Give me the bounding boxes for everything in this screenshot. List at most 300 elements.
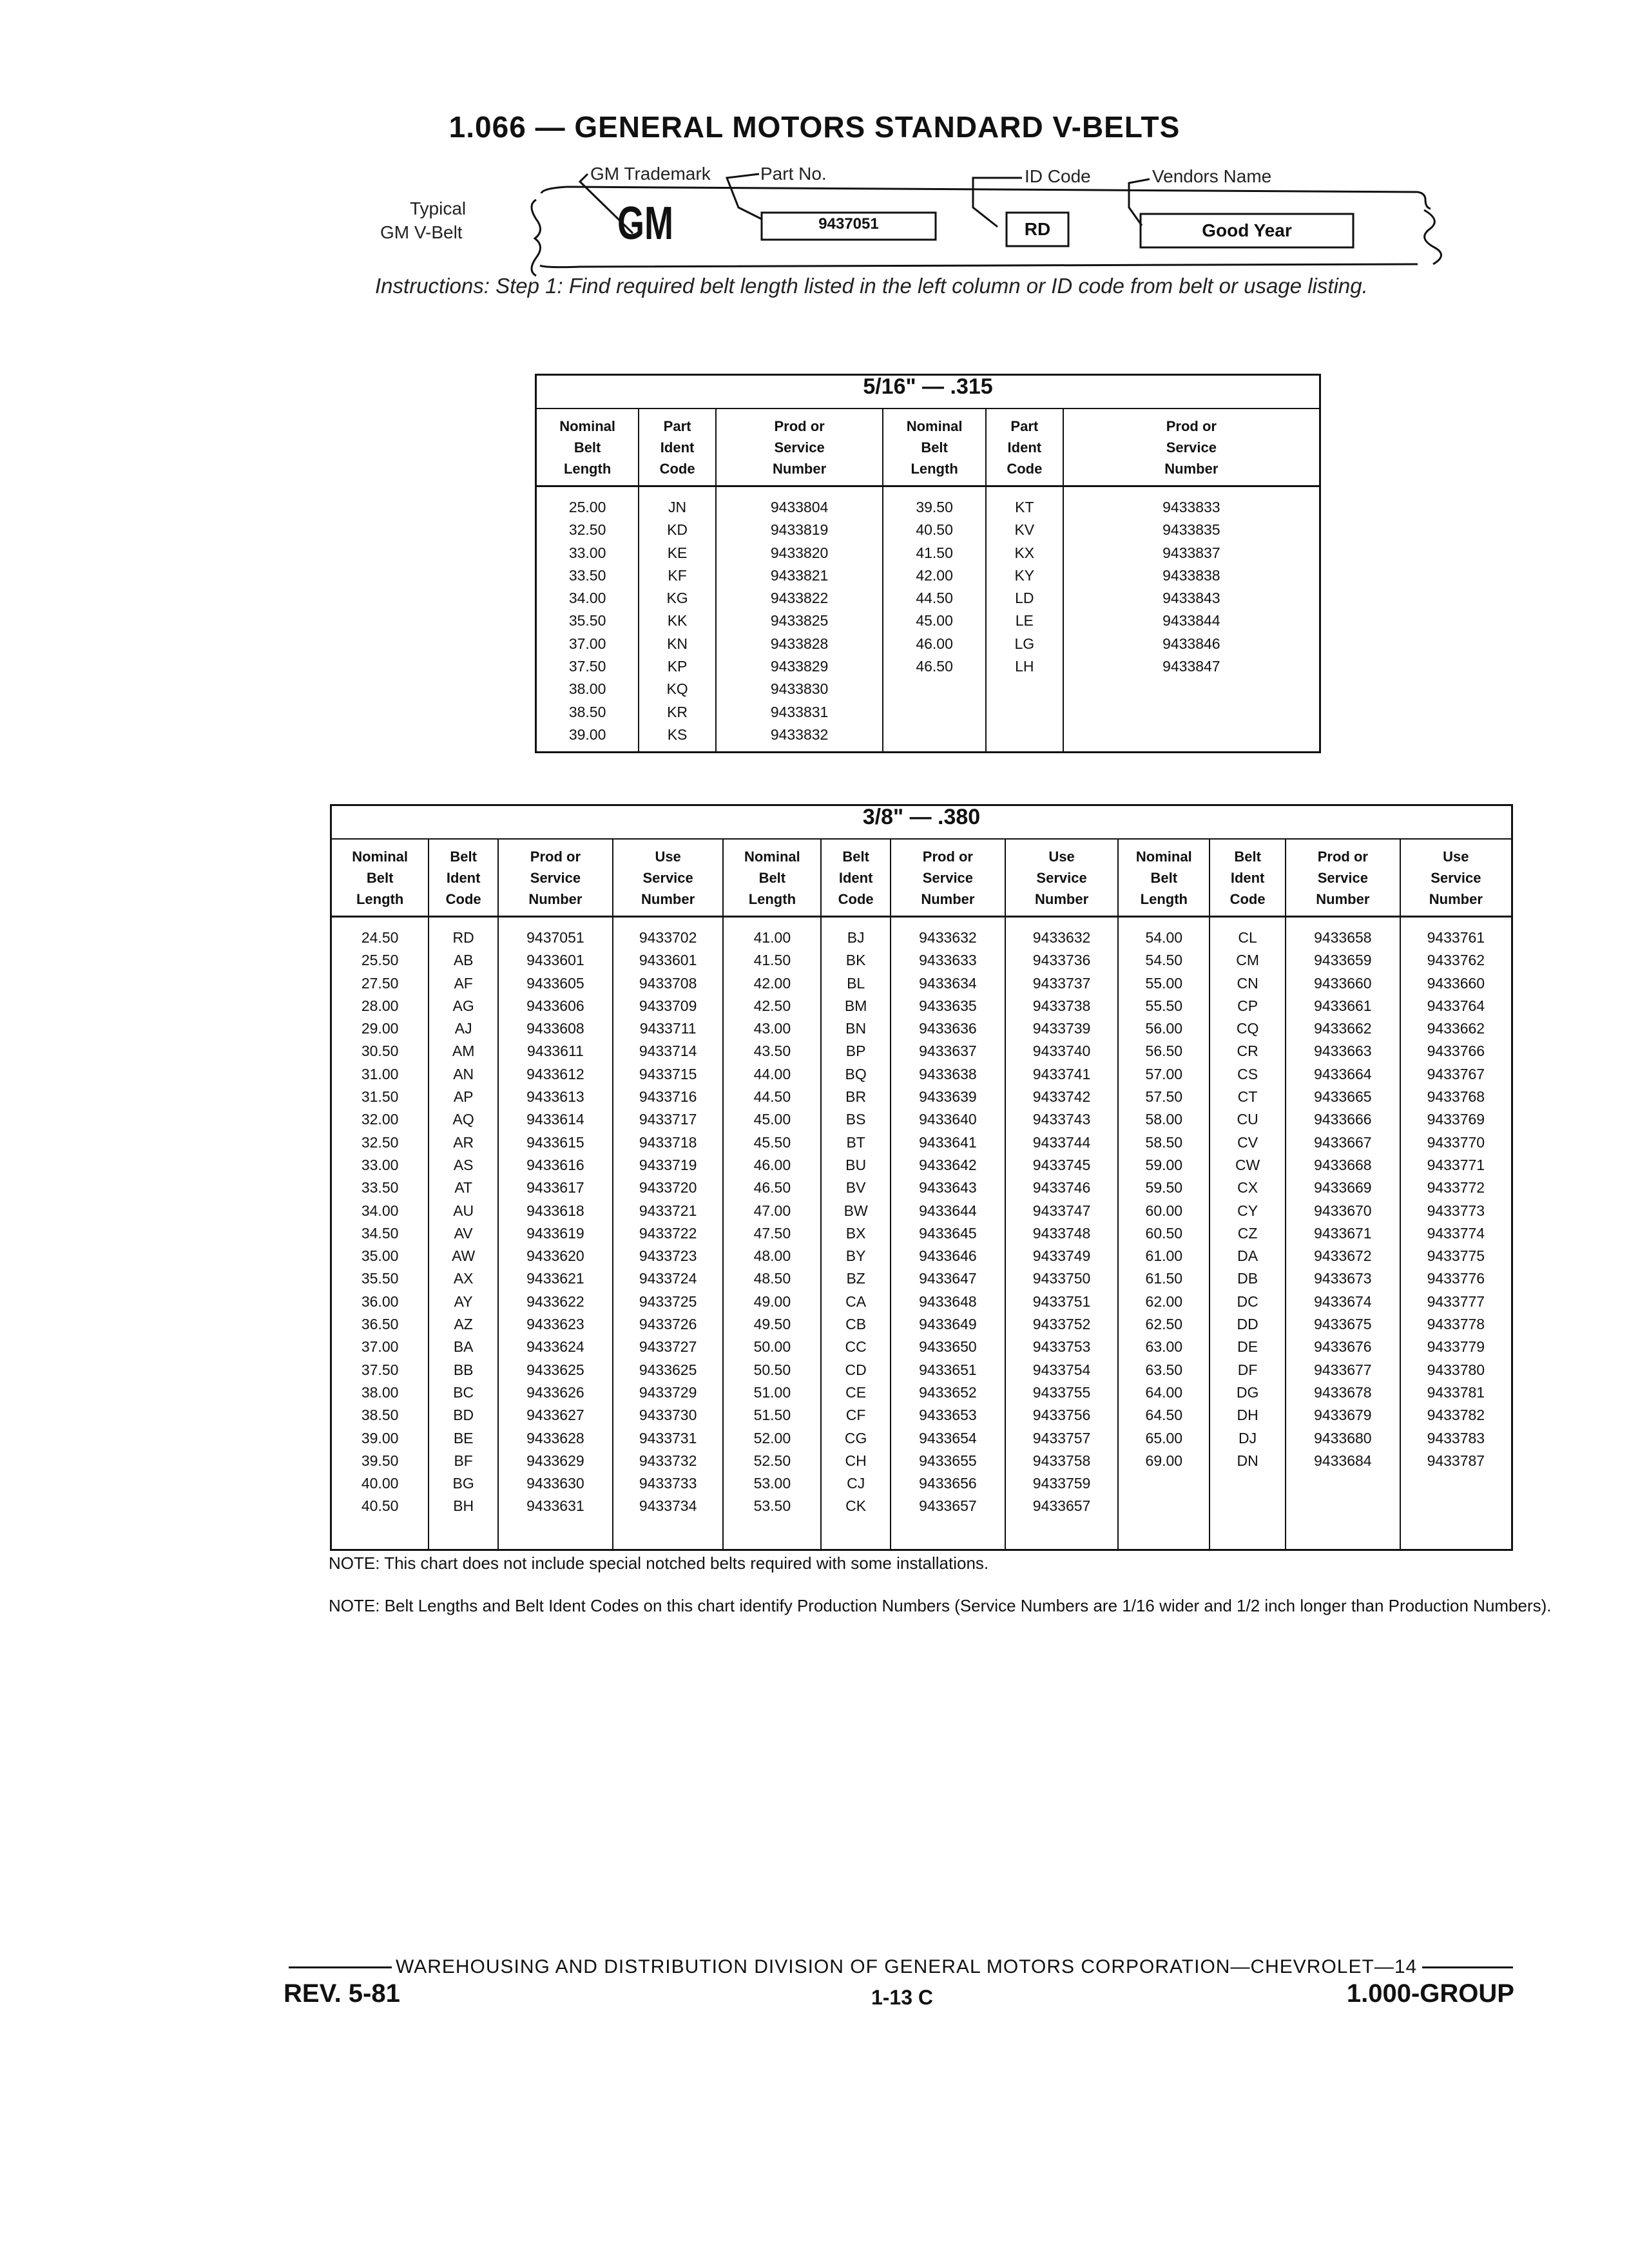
table-cell: 9433770 [1427, 1133, 1485, 1151]
table-cell: 9433711 [639, 1020, 697, 1037]
table-cell: 9433752 [1032, 1316, 1091, 1333]
table-cell: 9433640 [919, 1111, 977, 1128]
table-cell: 59.00 [1145, 1156, 1183, 1173]
table2-column-9 [1210, 917, 1286, 1550]
table-cell: 9433663 [1314, 1043, 1372, 1060]
table2-column-8 [1118, 917, 1210, 1550]
table-cell: 9433626 [526, 1383, 584, 1401]
table-cell: 54.00 [1145, 929, 1183, 946]
table2-header-text: Length [1140, 890, 1188, 907]
table-cell: 43.00 [753, 1020, 791, 1037]
table-cell: 9433787 [1427, 1452, 1485, 1469]
table-cell: CA [845, 1293, 867, 1310]
table-cell: 9433756 [1032, 1407, 1091, 1424]
table-cell: 9433777 [1427, 1293, 1485, 1310]
table-cell: CH [845, 1452, 867, 1469]
table-cell: KP [667, 658, 688, 675]
table-cell: JN [668, 499, 687, 515]
table-cell: 42.00 [753, 974, 791, 992]
table-cell: 9433606 [526, 997, 584, 1014]
table1-caption: 5/16" — .315 [536, 375, 1320, 409]
table-cell: 9433623 [526, 1316, 584, 1333]
table2-column-4 [723, 917, 821, 1550]
table-cell: CM [1236, 952, 1259, 969]
table-cell: KE [667, 544, 688, 561]
table2-header-text: Ident [446, 869, 481, 886]
table1-header-col-1 [639, 408, 716, 486]
table2-header-text: Nominal [744, 848, 800, 865]
table-cell: 9433638 [919, 1065, 977, 1082]
table-cell: 9433757 [1032, 1429, 1091, 1446]
table-cell: 9433616 [526, 1156, 584, 1173]
table-cell: 46.00 [753, 1156, 791, 1173]
table-cell: AU [453, 1202, 474, 1219]
table-cell: 9433625 [639, 1361, 697, 1378]
vendors-name-label: Vendors Name [1152, 166, 1272, 186]
table2-header-text: Belt [450, 848, 477, 865]
table-cell: KY [1014, 566, 1035, 584]
table-cell: BB [453, 1361, 474, 1378]
table-cell: KV [1014, 521, 1035, 539]
table2-header-col-3 [613, 839, 724, 917]
table2-column-0 [331, 917, 429, 1550]
table1-header-text: Belt [574, 439, 601, 456]
typical-label-line1: Typical [410, 198, 467, 218]
table2-header-text: Prod or [530, 848, 581, 865]
table-cell: KN [667, 635, 688, 652]
table-cell: CK [845, 1497, 867, 1515]
table-cell: 9433630 [526, 1475, 584, 1492]
table-cell: 9433822 [770, 590, 829, 607]
table2-header-text: Service [1317, 869, 1368, 886]
table-cell: 9433723 [639, 1247, 697, 1265]
table-cell: 9433755 [1032, 1383, 1091, 1401]
table-cell: 9433762 [1427, 952, 1485, 969]
table-cell: 9433832 [770, 726, 829, 743]
table-cell: 9433635 [919, 997, 977, 1014]
table-cell: 38.00 [361, 1383, 399, 1401]
table-cell: BE [453, 1429, 474, 1446]
table-cell: 9433736 [1032, 952, 1091, 969]
table-cell: 9433671 [1314, 1224, 1372, 1242]
table2-header-text: Belt [1150, 869, 1178, 886]
table-cell: 9433632 [1032, 929, 1091, 946]
table-cell: 63.00 [1145, 1338, 1183, 1356]
table-cell: 9433783 [1427, 1429, 1485, 1446]
table2-header-col-8 [1118, 839, 1210, 917]
table-cell: 9433844 [1162, 612, 1220, 629]
table-cell: 9433779 [1427, 1338, 1485, 1356]
table-cell: CZ [1237, 1224, 1258, 1242]
table-cell: 43.50 [753, 1043, 791, 1060]
table1-header-col-0 [536, 408, 639, 486]
table-cell: 55.50 [1145, 997, 1183, 1014]
table-cell: 52.50 [753, 1452, 791, 1469]
table-cell: 58.00 [1145, 1111, 1183, 1128]
table2-header-text: Belt [842, 848, 869, 865]
table-cell: 9433729 [639, 1383, 697, 1401]
table-cell: 39.50 [361, 1452, 399, 1469]
table-cell: CU [1237, 1111, 1258, 1128]
table-cell: 34.50 [361, 1224, 399, 1242]
table-cell: KS [667, 726, 688, 743]
table-cell: 9433782 [1427, 1407, 1485, 1424]
table-cell: 9433837 [1162, 544, 1220, 561]
table-cell: 9433739 [1032, 1020, 1091, 1037]
table-cell: 9433657 [919, 1497, 977, 1515]
instructions: Instructions: Step 1: Find required belt length listed in the left column or ID code from belt or usage listing. [375, 274, 1368, 298]
id-code-label: ID Code [1025, 166, 1091, 186]
table-cell: 9433843 [1162, 590, 1220, 607]
table2-header-text: Service [1036, 869, 1087, 886]
table-cell: BX [845, 1224, 866, 1242]
table-cell: 49.50 [753, 1316, 791, 1333]
table-cell: BY [845, 1247, 866, 1265]
table-cell: 9433672 [1314, 1247, 1372, 1265]
table-cell: 9433761 [1427, 929, 1485, 946]
table-cell: 64.50 [1145, 1407, 1183, 1424]
table2-header-col-1 [429, 839, 498, 917]
table-cell: 9433746 [1032, 1179, 1091, 1196]
table-cell: 9433769 [1427, 1111, 1485, 1128]
table-cell: 62.00 [1145, 1293, 1183, 1310]
table-cell: 9433751 [1032, 1293, 1091, 1310]
table-cell: 9433649 [919, 1316, 977, 1333]
table-cell: 9433764 [1427, 997, 1485, 1014]
table-cell: 48.50 [753, 1270, 791, 1287]
table-cell: DH [1237, 1407, 1258, 1424]
table2-header-col-4 [723, 839, 821, 917]
table2-header-text: Number [528, 890, 583, 907]
table-3-8-belts [330, 804, 1513, 1551]
table-cell: BH [453, 1497, 474, 1515]
table1-header-text: Nominal [559, 418, 615, 434]
table-cell: 9433743 [1032, 1111, 1091, 1128]
table-cell: 9433660 [1314, 974, 1372, 992]
table-cell: BP [845, 1043, 866, 1060]
table-cell: 9433615 [526, 1133, 584, 1151]
table-cell: 32.50 [568, 521, 606, 539]
table-cell: 9433670 [1314, 1202, 1372, 1219]
table-cell: 9433778 [1427, 1316, 1485, 1333]
table-cell: 9433754 [1032, 1361, 1091, 1378]
table2-header-text: Length [748, 890, 796, 907]
table-cell: KT [1015, 499, 1034, 515]
table-cell: BL [847, 974, 865, 992]
table-cell: LH [1015, 658, 1034, 675]
table-cell: 9433828 [770, 635, 829, 652]
table-cell: 9433637 [919, 1043, 977, 1060]
table-cell: 9433645 [919, 1224, 977, 1242]
table-cell: 34.00 [568, 590, 606, 607]
table-cell: 38.50 [568, 703, 606, 720]
table2-column-11 [1400, 917, 1512, 1550]
table-cell: 9433773 [1427, 1202, 1485, 1219]
table-cell: 9433608 [526, 1020, 584, 1037]
table-cell: 9433632 [919, 929, 977, 946]
table-cell: LD [1015, 590, 1034, 607]
table-cell: 9433724 [639, 1270, 697, 1287]
table-cell: 9433781 [1427, 1383, 1485, 1401]
group-label: 1.000-GROUP [1346, 1979, 1514, 2008]
table1-header-text: Length [563, 460, 612, 477]
table2-caption: 3/8" — .380 [331, 805, 1512, 840]
table-cell: 9433650 [919, 1338, 977, 1356]
table-cell: 50.00 [753, 1338, 791, 1356]
table-cell: 9433825 [770, 612, 829, 629]
table-cell: CD [845, 1361, 867, 1378]
table-cell: CT [1237, 1088, 1258, 1106]
table2-header-col-9 [1210, 839, 1286, 917]
table2-header-col-0 [331, 839, 429, 917]
table-cell: 9433662 [1427, 1020, 1485, 1037]
table-cell: 9433631 [526, 1497, 584, 1515]
table-cell: 9433667 [1314, 1133, 1372, 1151]
table-cell: 37.50 [568, 658, 606, 675]
table-cell: 9433622 [526, 1293, 584, 1310]
table1-header-text: Part [1010, 418, 1039, 434]
table-cell: 41.50 [916, 544, 953, 561]
table2-header-text: Length [356, 890, 404, 907]
table-cell: CG [844, 1429, 867, 1446]
table-cell: 41.00 [753, 929, 791, 946]
table-cell: 9433747 [1032, 1202, 1091, 1219]
table-cell: 62.50 [1145, 1316, 1183, 1333]
table-cell: 9433709 [639, 997, 697, 1014]
table-cell: 9433680 [1314, 1429, 1372, 1446]
table2-header-text: Belt [1234, 848, 1261, 865]
table-cell: CL [1238, 929, 1257, 946]
table-cell: CC [845, 1338, 867, 1356]
table-cell: 55.00 [1145, 974, 1183, 992]
table-cell: 61.50 [1145, 1270, 1183, 1287]
table-cell: 32.00 [361, 1111, 399, 1128]
table-cell: 9433651 [919, 1361, 977, 1378]
table-cell: 9433676 [1314, 1338, 1372, 1356]
table-cell: 9433678 [1314, 1383, 1372, 1401]
table-cell: 9433625 [526, 1361, 584, 1378]
table2-column-1 [429, 917, 498, 1550]
table2-header-text: Number [641, 890, 695, 907]
table-cell: 9433749 [1032, 1247, 1091, 1265]
footer-line [289, 1956, 1513, 1978]
table1-column-0 [536, 486, 639, 753]
table-cell: 27.50 [361, 974, 399, 992]
table-cell: 44.00 [753, 1065, 791, 1082]
table-cell: 9433611 [527, 1043, 584, 1060]
table-cell: AY [454, 1293, 473, 1310]
table-cell: KR [667, 703, 688, 720]
note-2: NOTE: Belt Lengths and Belt Ident Codes on this chart identify Production Numbers (Service Numbers are 1/16 wider and 1/2 inch longer than Production Numbers). [329, 1596, 1552, 1615]
table-cell: AB [453, 952, 474, 969]
table-cell: 9433648 [919, 1293, 977, 1310]
table-cell: BR [845, 1088, 867, 1106]
table-cell: 9433745 [1032, 1156, 1091, 1173]
table-cell: 9433652 [919, 1383, 977, 1401]
table2-column-3 [613, 917, 724, 1550]
table-cell: 32.50 [361, 1133, 399, 1151]
table-cell: 9433833 [1162, 499, 1220, 515]
table-cell: 9433657 [1032, 1497, 1091, 1515]
table2-header-text: Number [1316, 890, 1370, 907]
table-cell: CX [1237, 1179, 1258, 1196]
table-cell: 9433780 [1427, 1361, 1485, 1378]
table-cell: 46.50 [753, 1179, 791, 1196]
table-cell: BU [845, 1156, 867, 1173]
table-cell: 9433721 [639, 1202, 697, 1219]
table-cell: 40.00 [361, 1475, 399, 1492]
table-cell: BC [453, 1383, 474, 1401]
table-cell: 9433737 [1032, 974, 1091, 992]
table-cell: BW [843, 1202, 868, 1219]
table-cell: CS [1237, 1065, 1258, 1082]
table-cell: 31.00 [361, 1065, 399, 1082]
table-cell: 61.00 [1145, 1247, 1183, 1265]
table1-header-text: Number [773, 460, 827, 477]
revision-label: REV. 5-81 [284, 1979, 400, 2008]
table-cell: 9433639 [919, 1088, 977, 1106]
table-cell: CE [845, 1383, 867, 1401]
table2-column-10 [1286, 917, 1400, 1550]
table-cell: 37.00 [361, 1338, 399, 1356]
table-cell: 9433835 [1162, 521, 1220, 539]
table-cell: 56.50 [1145, 1043, 1183, 1060]
table-cell: 9433744 [1032, 1133, 1091, 1151]
table-cell: 9433741 [1032, 1065, 1091, 1082]
table-cell: 9433605 [526, 974, 584, 992]
table-cell: DN [1237, 1452, 1258, 1469]
table-cell: 9433675 [1314, 1316, 1372, 1333]
gm-logo: GM [617, 198, 673, 249]
table-cell: CP [1237, 997, 1258, 1014]
table-cell: 33.50 [568, 566, 606, 584]
table-cell: 9433748 [1032, 1224, 1091, 1242]
table-cell: 9433722 [639, 1224, 697, 1242]
table-cell: 9433821 [770, 566, 829, 584]
table-cell: BT [846, 1133, 865, 1151]
table-cell: 9433679 [1314, 1407, 1372, 1424]
table2-header-text: Number [1035, 890, 1089, 907]
table-cell: BV [845, 1179, 866, 1196]
table1-header-col-5 [1063, 408, 1320, 486]
table-cell: 9433614 [526, 1111, 584, 1128]
table-cell: CF [845, 1407, 866, 1424]
table1-header-text: Number [1164, 460, 1219, 477]
table-cell: 9433758 [1032, 1452, 1091, 1469]
table-cell: KF [668, 566, 687, 584]
table-cell: 45.50 [753, 1133, 791, 1151]
table-cell: 9433718 [639, 1133, 697, 1151]
gm-trademark-label: GM Trademark [590, 164, 711, 184]
table-cell: 9433662 [1314, 1020, 1372, 1037]
table-cell: 49.00 [753, 1293, 791, 1310]
table-cell: 9433659 [1314, 952, 1372, 969]
table-cell: 53.50 [753, 1497, 791, 1515]
table-cell: 42.00 [916, 566, 953, 584]
table2-header-text: Belt [366, 869, 394, 886]
table-cell: 30.50 [361, 1043, 399, 1060]
table-cell: 29.00 [361, 1020, 399, 1037]
table-cell: 48.00 [753, 1247, 791, 1265]
table-cell: 9433658 [1314, 929, 1372, 946]
table-cell: BS [845, 1111, 866, 1128]
table-cell: CV [1237, 1133, 1258, 1151]
table-cell: 9433725 [639, 1293, 697, 1310]
table-cell: 65.00 [1145, 1429, 1183, 1446]
table-cell: 9433641 [919, 1133, 977, 1151]
table-cell: 9433804 [770, 499, 829, 515]
table2-column-2 [498, 917, 613, 1550]
table-cell: 9433618 [526, 1202, 584, 1219]
table2-header-text: Use [1443, 848, 1469, 865]
table2-header-text: Service [642, 869, 693, 886]
table-cell: 9433733 [639, 1475, 697, 1492]
table2-header-text: Ident [1230, 869, 1265, 886]
table-cell: 9433666 [1314, 1111, 1372, 1128]
table-cell: 9433629 [526, 1452, 584, 1469]
table2-header-col-5 [821, 839, 891, 917]
table-cell: DG [1236, 1383, 1259, 1401]
table1-header-col-3 [883, 408, 986, 486]
table-cell: 33.00 [361, 1156, 399, 1173]
table-cell: CB [845, 1316, 867, 1333]
typical-label-line2: GM V-Belt [380, 222, 463, 242]
table-cell: 46.50 [916, 658, 953, 675]
table2-header-col-11 [1400, 839, 1512, 917]
table-cell: KK [667, 612, 688, 629]
table-cell: 9433653 [919, 1407, 977, 1424]
table1-header-text: Part [663, 418, 691, 434]
table-cell: KG [666, 590, 688, 607]
table2-header-text: Ident [838, 869, 873, 886]
table-cell: 33.50 [361, 1179, 399, 1196]
table-cell: 9433776 [1427, 1270, 1485, 1287]
table-cell: 45.00 [753, 1111, 791, 1128]
table2-header-text: Service [530, 869, 581, 886]
table-cell: 9433772 [1427, 1179, 1485, 1196]
table-cell: 9433771 [1427, 1156, 1485, 1173]
table2-header-text: Number [921, 890, 975, 907]
table-cell: 9433768 [1427, 1088, 1485, 1106]
table-cell: BJ [847, 929, 865, 946]
table-5-16-belts [535, 374, 1321, 753]
table-cell: 52.00 [753, 1429, 791, 1446]
page-number: 1-13 C [871, 1986, 934, 2009]
table-cell: DC [1237, 1293, 1258, 1310]
table1-column-3 [883, 486, 986, 753]
table-cell: 35.00 [361, 1247, 399, 1265]
table1-header-text: Service [1166, 439, 1217, 456]
table-cell: 37.00 [568, 635, 606, 652]
table1-header-text: Nominal [906, 418, 963, 434]
table-cell: 9433830 [770, 680, 829, 698]
table-cell: 9433726 [639, 1316, 697, 1333]
table-cell: BA [453, 1338, 474, 1356]
table-cell: BZ [846, 1270, 865, 1287]
table1-header-text: Length [911, 460, 958, 477]
table-cell: AJ [454, 1020, 472, 1037]
table-cell: 9433613 [526, 1088, 584, 1106]
table-cell: 9433750 [1032, 1270, 1091, 1287]
table-cell: BF [454, 1452, 473, 1469]
table-cell: 40.50 [361, 1497, 399, 1515]
table-cell: 9433738 [1032, 997, 1091, 1014]
table-cell: 9433714 [639, 1043, 697, 1060]
table-cell: 9433819 [770, 521, 829, 539]
table2-header-col-10 [1286, 839, 1400, 917]
table-cell: 9433702 [639, 929, 697, 946]
part-no-value: 9437051 [818, 215, 879, 233]
